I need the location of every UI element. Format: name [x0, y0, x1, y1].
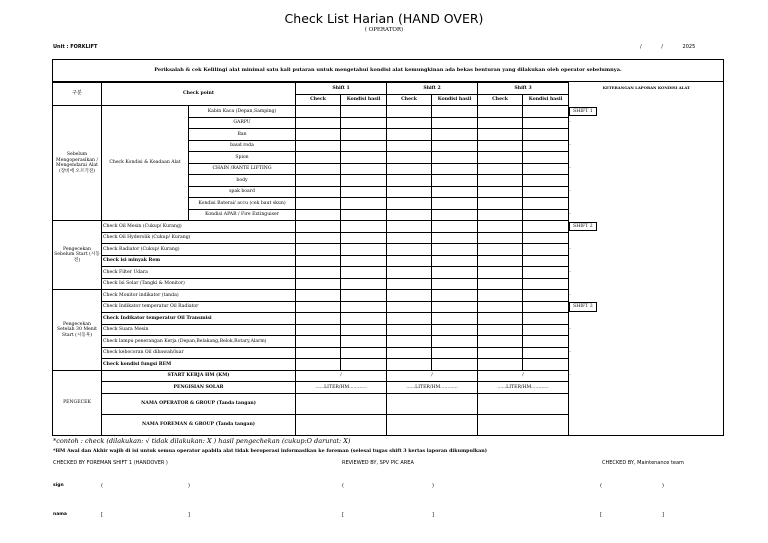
- check-cell[interactable]: [296, 175, 341, 187]
- checkpoint-label: Ban: [189, 129, 296, 141]
- remarks-cell[interactable]: [569, 221, 725, 233]
- checked-by-maintenance-label: CHECKED BY, Maintenance team: [602, 460, 684, 466]
- result-cell[interactable]: [341, 232, 387, 244]
- check-cell[interactable]: [296, 313, 341, 325]
- legend-note: *contoh : check (dilakukan: √ tidak dilakukan: X ) hasil pengechekan (cukup:O darurat: X): [53, 437, 351, 445]
- remarks-cell[interactable]: -: [569, 269, 571, 275]
- remarks-cell[interactable]: [569, 278, 725, 290]
- check-cell[interactable]: [478, 255, 523, 267]
- sign-maint-open[interactable]: (: [600, 483, 602, 489]
- remarks-cell[interactable]: [569, 359, 725, 371]
- check-cell[interactable]: [387, 198, 432, 210]
- check-cell[interactable]: [296, 129, 341, 141]
- check-cell[interactable]: [387, 267, 432, 279]
- check-cell[interactable]: [387, 186, 432, 198]
- remarks-cell[interactable]: [569, 301, 725, 313]
- page-title: Check List Harian (HAND OVER): [284, 11, 484, 26]
- table-row: [53, 359, 725, 371]
- result-cell[interactable]: [341, 313, 387, 325]
- table-row: [53, 232, 725, 244]
- check-cell[interactable]: [478, 278, 523, 290]
- start-hm-shift1[interactable]: /: [296, 370, 387, 382]
- nama-spv-close: ]: [432, 512, 434, 518]
- result-cell[interactable]: [523, 106, 569, 118]
- result-cell[interactable]: [432, 255, 478, 267]
- sign-foreman-close: ): [188, 483, 190, 489]
- check-cell[interactable]: [296, 278, 341, 290]
- result-cell[interactable]: [523, 267, 569, 279]
- result-cell[interactable]: [432, 152, 478, 164]
- nama-maint-open[interactable]: [: [600, 512, 602, 518]
- sign-spv-open[interactable]: (: [342, 483, 344, 489]
- check-cell[interactable]: [478, 152, 523, 164]
- section-label: Pengecekan Sebelum Start (시동전): [53, 221, 102, 290]
- check-cell[interactable]: [387, 255, 432, 267]
- check-cell[interactable]: [478, 244, 523, 256]
- nama-spv-open[interactable]: [: [342, 512, 344, 518]
- nama-foreman-open[interactable]: [: [101, 512, 103, 518]
- result-cell[interactable]: [341, 175, 387, 187]
- check-cell[interactable]: [296, 152, 341, 164]
- result-cell[interactable]: [432, 140, 478, 152]
- sign-maint-close: ): [662, 483, 664, 489]
- start-hm-label: START KERJA HM (KM): [102, 370, 296, 382]
- remarks-cell[interactable]: -: [569, 189, 571, 194]
- result-cell[interactable]: [432, 278, 478, 290]
- check-cell[interactable]: [478, 163, 523, 175]
- shift1-header: Shift 1: [296, 83, 387, 95]
- check-cell[interactable]: [296, 244, 341, 256]
- result-cell[interactable]: [432, 175, 478, 187]
- check-cell[interactable]: [478, 186, 523, 198]
- checkpoint-label: body: [189, 175, 296, 187]
- result-cell[interactable]: [341, 209, 387, 221]
- date-field[interactable]: / / 2025: [640, 44, 696, 50]
- remarks-cell[interactable]: [569, 175, 725, 187]
- result-cell[interactable]: [523, 175, 569, 187]
- foreman-shift3[interactable]: [478, 414, 569, 435]
- result-cell[interactable]: [341, 221, 387, 233]
- section-group-label: Check Kondisi & Keadaan Alat: [102, 106, 189, 221]
- table-row: [53, 324, 725, 336]
- check-cell[interactable]: [296, 324, 341, 336]
- section-label: Pengecekan Setelah 30 Menit Start (시동후): [53, 290, 102, 371]
- check-header: Check: [478, 94, 523, 106]
- check-cell[interactable]: [387, 347, 432, 359]
- checkpoint-label: Check Filter Udara: [102, 267, 296, 279]
- checkpoint-label: Kabin Kaca (Depan,Samping): [189, 106, 296, 118]
- remarks-cell[interactable]: -: [569, 350, 571, 355]
- remarks-cell[interactable]: -: [569, 143, 571, 148]
- check-cell[interactable]: [478, 347, 523, 359]
- result-cell[interactable]: [432, 267, 478, 279]
- foreman-label: NAMA FOREMAN & GROUP (Tanda tangan): [102, 414, 296, 435]
- result-cell[interactable]: [432, 198, 478, 210]
- check-cell[interactable]: [387, 163, 432, 175]
- checkpoint-label: Kondisi APAR / Fire Extinguiser: [189, 209, 296, 221]
- nama-foreman-close: ]: [188, 512, 190, 518]
- remarks-cell[interactable]: -: [569, 212, 571, 217]
- check-cell[interactable]: [296, 290, 341, 302]
- shift3-header: Shift 3: [478, 83, 569, 95]
- result-cell[interactable]: [523, 117, 569, 129]
- result-cell[interactable]: [523, 301, 569, 313]
- result-cell[interactable]: [523, 198, 569, 210]
- check-cell[interactable]: [387, 129, 432, 141]
- checklist-table: [52, 82, 725, 436]
- result-cell[interactable]: [432, 290, 478, 302]
- shift3-label: SHIFT 3: [569, 302, 597, 312]
- sign-foreman-open[interactable]: (: [101, 483, 103, 489]
- table-row: [53, 370, 725, 382]
- checkpoint-label: Check Monitor indikator (tanda): [102, 290, 296, 302]
- check-cell[interactable]: [296, 347, 341, 359]
- instruction-text: Periksalah & cek Kelilingi alat minimal satu kali putaran untuk mengetahui kondisi alat kemungkinan ada bekas benturan yang dilakukan oleh operator sebelumnya.: [52, 59, 724, 82]
- table-row: [53, 313, 725, 325]
- check-cell[interactable]: [296, 198, 341, 210]
- foreman-shift1[interactable]: [296, 414, 387, 435]
- remarks-cell[interactable]: -: [569, 120, 571, 125]
- result-cell[interactable]: [341, 255, 387, 267]
- result-cell[interactable]: [341, 140, 387, 152]
- result-cell[interactable]: [341, 186, 387, 198]
- foreman-shift2[interactable]: [387, 414, 478, 435]
- section-label: Sebelum Mengoperasikan / Mengendarai Alat (장비에 오르기전): [53, 106, 102, 221]
- remarks-cell[interactable]: [569, 313, 725, 325]
- table-row: [53, 278, 725, 290]
- check-cell[interactable]: [296, 209, 341, 221]
- checkpoint-label: baud roda: [189, 140, 296, 152]
- check-cell[interactable]: [387, 301, 432, 313]
- result-cell[interactable]: [523, 163, 569, 175]
- solar-shift2[interactable]: ......LITER/HM............: [387, 382, 478, 394]
- operator-shift1[interactable]: [296, 393, 387, 414]
- reviewed-by-label: REVIEWED BY, SPV PIC AREA: [342, 460, 414, 466]
- remarks-cell[interactable]: [569, 255, 725, 267]
- check-cell[interactable]: [387, 359, 432, 371]
- table-row: [53, 221, 725, 233]
- operator-shift3[interactable]: [478, 393, 569, 414]
- result-cell[interactable]: [341, 117, 387, 129]
- checkpoint-label: Check lampu penerangan Kerja (Depan,Belakang,Belok,Rotary,Alarm): [102, 336, 296, 348]
- result-cell[interactable]: [432, 129, 478, 141]
- check-cell[interactable]: [387, 278, 432, 290]
- solar-shift1[interactable]: ......LITER/HM............: [296, 382, 387, 394]
- shift2-header: Shift 2: [387, 83, 478, 95]
- check-cell[interactable]: [296, 163, 341, 175]
- check-cell[interactable]: [296, 140, 341, 152]
- result-cell[interactable]: [523, 186, 569, 198]
- result-cell[interactable]: [341, 198, 387, 210]
- result-cell[interactable]: [341, 278, 387, 290]
- check-cell[interactable]: [478, 175, 523, 187]
- result-cell[interactable]: [432, 244, 478, 256]
- check-cell[interactable]: [296, 186, 341, 198]
- kondisi-header: Kondisi hasil: [523, 94, 569, 106]
- checkpoint-label: Check Radiator (Cukup/ Kurang): [102, 244, 296, 256]
- shift1-label: SHIFT 1: [569, 107, 597, 117]
- remarks-cell[interactable]: [569, 198, 725, 210]
- start-hm-shift2[interactable]: /: [387, 370, 478, 382]
- check-cell[interactable]: [387, 313, 432, 325]
- rule-note: *HM Awal dan Akhir wajib di isi untuk semua operator apabila alat tidak beroperasi informasikan ke foreman (selesai tugas shift 3 kertas laporan dikumpulkan): [53, 448, 487, 454]
- checkpoint-label: Check Indikator temperatur Oil Radiator: [102, 301, 296, 313]
- checked-by-foreman-label: CHECKED BY FOREMAN SHIFT 1 (HANDOVER ): [53, 460, 168, 466]
- result-cell[interactable]: [432, 106, 478, 118]
- check-cell[interactable]: [296, 117, 341, 129]
- unit-label: Unit : FORKLIFT: [53, 44, 98, 50]
- table-row: [53, 290, 725, 302]
- check-cell[interactable]: [478, 232, 523, 244]
- checkpoint-label: Check isi minyak Rem: [102, 255, 296, 267]
- check-cell[interactable]: [387, 290, 432, 302]
- result-cell[interactable]: [523, 255, 569, 267]
- remarks-cell[interactable]: -: [569, 292, 571, 298]
- shift2-label: SHIFT 2: [569, 222, 597, 232]
- operator-label: NAMA OPERATOR & GROUP (Tanda tangan): [102, 393, 296, 414]
- remarks-header: KETERANGAN LAPORAN KONDISI ALAT: [602, 84, 690, 90]
- result-cell[interactable]: [523, 221, 569, 233]
- col-checkpoint-header: Check point: [102, 83, 296, 106]
- check-cell[interactable]: [478, 221, 523, 233]
- operator-shift2[interactable]: [387, 393, 478, 414]
- remarks-cell[interactable]: [569, 152, 725, 164]
- remarks-cell[interactable]: [569, 232, 725, 244]
- remarks-cell[interactable]: [569, 106, 725, 118]
- result-cell[interactable]: [341, 267, 387, 279]
- check-cell[interactable]: [478, 117, 523, 129]
- check-cell[interactable]: [478, 313, 523, 325]
- check-cell[interactable]: [478, 198, 523, 210]
- remarks-cell[interactable]: [569, 336, 725, 348]
- result-cell[interactable]: [432, 221, 478, 233]
- table-row: [53, 106, 725, 118]
- nama-maint-close: ]: [662, 512, 664, 518]
- check-cell[interactable]: [387, 106, 432, 118]
- check-cell[interactable]: [387, 244, 432, 256]
- page-subtitle: ( OPERATOR): [364, 27, 404, 33]
- result-cell[interactable]: [341, 301, 387, 313]
- result-cell[interactable]: [341, 324, 387, 336]
- remarks-cell[interactable]: [569, 414, 725, 435]
- remarks-cell[interactable]: -: [569, 373, 571, 378]
- result-cell[interactable]: [523, 232, 569, 244]
- result-cell[interactable]: [341, 152, 387, 164]
- check-cell[interactable]: [387, 140, 432, 152]
- kondisi-header: Kondisi hasil: [341, 94, 387, 106]
- result-cell[interactable]: [341, 336, 387, 348]
- table-row: [53, 336, 725, 348]
- check-cell[interactable]: [296, 267, 341, 279]
- checkpoint-label: Check Oil Mesin (Cukup/ Kurang): [102, 221, 296, 233]
- check-cell[interactable]: [387, 324, 432, 336]
- table-row: [53, 301, 725, 313]
- sign-spv-close: ): [432, 483, 434, 489]
- check-cell[interactable]: [478, 324, 523, 336]
- remarks-cell[interactable]: [569, 393, 725, 414]
- kondisi-header: Kondisi hasil: [432, 94, 478, 106]
- check-cell[interactable]: [387, 232, 432, 244]
- result-cell[interactable]: [432, 186, 478, 198]
- solar-shift3[interactable]: ......LITER/HM............: [478, 382, 569, 394]
- checkpoint-label: GARPU: [189, 117, 296, 129]
- result-cell[interactable]: [523, 244, 569, 256]
- nama-label: nama: [53, 512, 67, 517]
- result-cell[interactable]: [523, 278, 569, 290]
- check-cell[interactable]: [387, 175, 432, 187]
- result-cell[interactable]: [432, 209, 478, 221]
- check-header: Check: [296, 94, 341, 106]
- check-cell[interactable]: [478, 336, 523, 348]
- result-cell[interactable]: [341, 244, 387, 256]
- check-cell[interactable]: [296, 221, 341, 233]
- check-header: Check: [387, 94, 432, 106]
- check-cell[interactable]: [478, 106, 523, 118]
- result-cell[interactable]: [432, 347, 478, 359]
- checkpoint-label: Spion: [189, 152, 296, 164]
- check-cell[interactable]: [387, 152, 432, 164]
- check-cell[interactable]: [478, 267, 523, 279]
- remarks-cell[interactable]: [569, 129, 725, 141]
- result-cell[interactable]: [523, 313, 569, 325]
- result-cell[interactable]: [523, 347, 569, 359]
- result-cell[interactable]: [523, 336, 569, 348]
- check-cell[interactable]: [478, 209, 523, 221]
- checkpoint-label: Kondisi Baterai/ accu (cek baut skun): [189, 198, 296, 210]
- header-row-1: [53, 83, 725, 95]
- result-cell[interactable]: [523, 140, 569, 152]
- result-cell[interactable]: [432, 117, 478, 129]
- check-cell[interactable]: [478, 290, 523, 302]
- checkpoint-label: Check kebocoran Oil dibawah/luar: [102, 347, 296, 359]
- result-cell[interactable]: [523, 324, 569, 336]
- check-cell[interactable]: [296, 255, 341, 267]
- table-row: [53, 393, 725, 414]
- check-cell[interactable]: [478, 301, 523, 313]
- remarks-cell[interactable]: -: [569, 166, 571, 171]
- checkpoint-label: Check Suara Mesin: [102, 324, 296, 336]
- section-label: PENGECEK: [53, 370, 102, 435]
- check-cell[interactable]: [478, 359, 523, 371]
- result-cell[interactable]: [523, 209, 569, 221]
- check-cell[interactable]: [296, 232, 341, 244]
- table-row: [53, 255, 725, 267]
- result-cell[interactable]: [432, 313, 478, 325]
- check-cell[interactable]: [387, 336, 432, 348]
- checkpoint-label: Check Oil Hyderolik (Cukup/ Kurang): [102, 232, 296, 244]
- result-cell[interactable]: [523, 129, 569, 141]
- result-cell[interactable]: [341, 347, 387, 359]
- check-cell[interactable]: [296, 106, 341, 118]
- checkpoint-label: Check kondisi fungsi REM: [102, 359, 296, 371]
- check-cell[interactable]: [478, 140, 523, 152]
- sign-label: sign: [53, 483, 64, 488]
- remarks-cell[interactable]: -: [569, 327, 571, 332]
- result-cell[interactable]: [341, 163, 387, 175]
- table-row: [53, 244, 725, 256]
- checkpoint-label: CHAIN /RANTE LIFTING: [189, 163, 296, 175]
- table-row: [53, 414, 725, 435]
- table-row: [53, 382, 725, 394]
- col-category-header: 구분: [53, 83, 102, 106]
- result-cell[interactable]: [432, 359, 478, 371]
- checkpoint-label: Check Isi Solar (Tangki & Monitor): [102, 278, 296, 290]
- table-row: [53, 267, 725, 279]
- result-cell[interactable]: [341, 290, 387, 302]
- start-hm-shift3[interactable]: /: [478, 370, 569, 382]
- remarks-cell[interactable]: -: [569, 246, 571, 252]
- result-cell[interactable]: [432, 163, 478, 175]
- result-cell[interactable]: [523, 152, 569, 164]
- solar-label: PENGISIAN SOLAR: [102, 382, 296, 394]
- table-row: [53, 347, 725, 359]
- result-cell[interactable]: [341, 129, 387, 141]
- remarks-cell[interactable]: [569, 382, 725, 394]
- check-cell[interactable]: [387, 221, 432, 233]
- result-cell[interactable]: [432, 301, 478, 313]
- result-cell[interactable]: [341, 359, 387, 371]
- result-cell[interactable]: [523, 359, 569, 371]
- check-cell[interactable]: [296, 359, 341, 371]
- result-cell[interactable]: [341, 106, 387, 118]
- check-cell[interactable]: [296, 301, 341, 313]
- result-cell[interactable]: [432, 324, 478, 336]
- check-cell[interactable]: [387, 209, 432, 221]
- check-cell[interactable]: [296, 336, 341, 348]
- check-cell[interactable]: [387, 117, 432, 129]
- result-cell[interactable]: [523, 290, 569, 302]
- result-cell[interactable]: [432, 336, 478, 348]
- checkpoint-label: Check Indikator temperatur Oil Transmisi: [102, 313, 296, 325]
- result-cell[interactable]: [432, 232, 478, 244]
- checkpoint-label: spak board: [189, 186, 296, 198]
- check-cell[interactable]: [478, 129, 523, 141]
